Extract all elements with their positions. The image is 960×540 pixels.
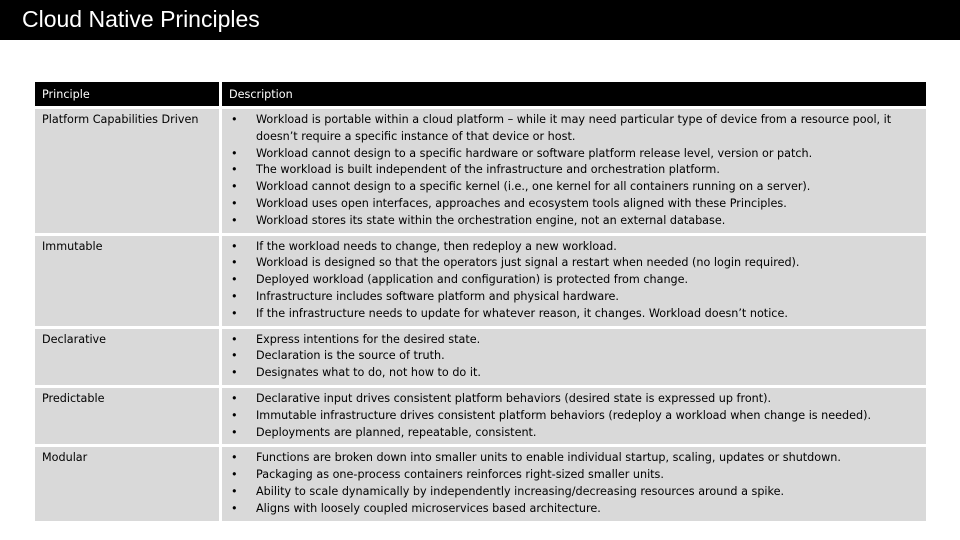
list-item	[231, 255, 919, 272]
bullet-text: Ability to scale dynamically by independently increasing/decreasing resources around a spike.	[256, 484, 785, 498]
bullet-icon: •	[231, 451, 238, 465]
bullet-icon: •	[231, 468, 238, 482]
bullet-icon: •	[231, 366, 238, 380]
bullet-icon: •	[231, 289, 238, 303]
list-item	[231, 272, 919, 289]
list-item	[231, 467, 919, 484]
bullet-text: Workload stores its state within the orchestration engine, not an external database.	[256, 213, 726, 227]
bullet-list	[231, 391, 919, 441]
list-item	[231, 348, 919, 365]
bullet-text: Aligns with loosely coupled microservices based architecture.	[256, 501, 601, 515]
bullet-text: Workload cannot design to a specific kernel (i.e., one kernel for all containers running on a server).	[256, 180, 811, 194]
bullet-icon: •	[231, 349, 238, 363]
bullet-text: Workload is designed so that the operators just signal a restart when needed (no login required).	[256, 256, 800, 270]
description-cell	[222, 233, 926, 326]
table-header-row	[35, 82, 926, 106]
bullet-text: Immutable infrastructure drives consistent platform behaviors (redeploy a workload when change is needed).	[256, 408, 872, 422]
bullet-icon: •	[231, 180, 238, 194]
list-item	[231, 484, 919, 501]
table-row	[35, 385, 926, 444]
bullet-icon: •	[231, 501, 238, 515]
bullet-text: If the infrastructure needs to update for whatever reason, it changes. Workload doesn’t notice.	[256, 306, 788, 320]
bullet-icon: •	[231, 306, 238, 320]
bullet-text: Infrastructure includes software platform and physical hardware.	[256, 289, 619, 303]
bullet-list	[231, 112, 919, 230]
list-item	[231, 450, 919, 467]
bullet-text: If the workload needs to change, then redeploy a new workload.	[256, 239, 617, 253]
bullet-text: Express intentions for the desired state.	[256, 332, 481, 346]
bullet-icon: •	[231, 163, 238, 177]
list-item	[231, 179, 919, 196]
bullet-text: Functions are broken down into smaller units to enable individual startup, scaling, updates or shutdown.	[256, 451, 841, 465]
bullet-icon: •	[231, 256, 238, 270]
bullet-icon: •	[231, 273, 238, 287]
table-row	[35, 233, 926, 326]
list-item	[231, 408, 919, 425]
list-item	[231, 146, 919, 163]
list-item	[231, 365, 919, 382]
bullet-list	[231, 450, 919, 517]
list-item	[231, 425, 919, 442]
description-cell	[222, 385, 926, 444]
principle-cell: Platform Capabilities Driven	[35, 106, 222, 233]
bullet-text: Workload uses open interfaces, approaches and ecosystem tools aligned with these Principles.	[256, 196, 787, 210]
table-body	[35, 106, 926, 521]
bullet-text: Workload cannot design to a specific hardware or software platform release level, version or patch.	[256, 146, 813, 160]
list-item	[231, 196, 919, 213]
bullet-text: Declaration is the source of truth.	[256, 349, 445, 363]
bullet-text: Declarative input drives consistent platform behaviors (desired state is expressed up front).	[256, 391, 772, 405]
list-item	[231, 332, 919, 349]
slide-title: Cloud Native Principles	[22, 6, 260, 32]
bullet-text: Deployed workload (application and configuration) is protected from change.	[256, 273, 689, 287]
principle-cell: Modular	[35, 444, 222, 520]
list-item	[231, 391, 919, 408]
bullet-text: Workload is portable within a cloud platform – while it may need particular type of device from a resource pool, it doesn’t require a specific instance of that device or host.	[256, 113, 892, 143]
list-item	[231, 289, 919, 306]
bullet-icon: •	[231, 113, 238, 126]
list-item	[231, 162, 919, 179]
bullet-icon: •	[231, 408, 238, 422]
bullet-text: The workload is built independent of the infrastructure and orchestration platform.	[256, 163, 720, 177]
bullet-icon: •	[231, 425, 238, 439]
bullet-text: Designates what to do, not how to do it.	[256, 366, 481, 380]
list-item	[231, 239, 919, 256]
title-bar	[0, 0, 960, 40]
principle-cell: Predictable	[35, 385, 222, 444]
list-item	[231, 306, 919, 323]
list-item	[231, 501, 919, 518]
list-item	[231, 213, 919, 230]
principles-table	[35, 82, 926, 521]
column-header-principle: Principle	[35, 82, 222, 106]
bullet-text: Packaging as one-process containers reinforces right-sized smaller units.	[256, 468, 664, 482]
bullet-icon: •	[231, 213, 238, 227]
bullet-list	[231, 332, 919, 382]
bullet-icon: •	[231, 391, 238, 405]
list-item	[231, 112, 919, 146]
description-cell	[222, 326, 926, 385]
column-header-description: Description	[222, 82, 926, 106]
bullet-text: Deployments are planned, repeatable, consistent.	[256, 425, 537, 439]
principle-cell: Immutable	[35, 233, 222, 326]
bullet-icon: •	[231, 484, 238, 498]
bullet-icon: •	[231, 146, 238, 160]
bullet-icon: •	[231, 332, 238, 346]
description-cell	[222, 106, 926, 233]
bullet-icon: •	[231, 239, 238, 253]
description-cell	[222, 444, 926, 520]
table-row	[35, 326, 926, 385]
table-row	[35, 444, 926, 520]
table-row	[35, 106, 926, 233]
principle-cell: Declarative	[35, 326, 222, 385]
bullet-list	[231, 239, 919, 323]
bullet-icon: •	[231, 196, 238, 210]
